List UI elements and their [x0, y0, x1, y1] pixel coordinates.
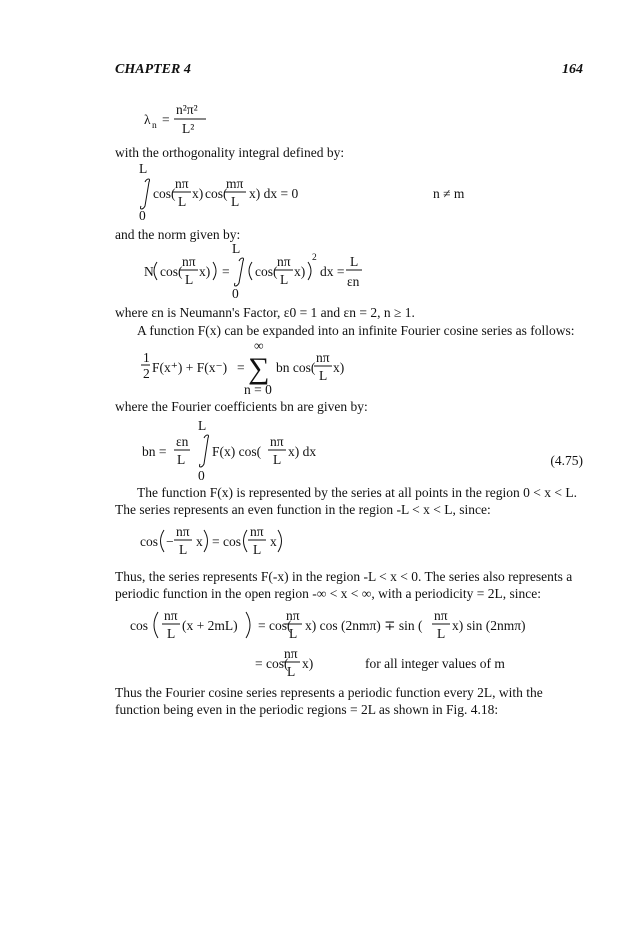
- svg-text:nπ: nπ: [277, 254, 291, 269]
- svg-text:cos(: cos(: [205, 186, 228, 201]
- svg-text:x): x): [333, 360, 345, 375]
- svg-text:εn: εn: [347, 274, 360, 289]
- svg-text:L: L: [289, 626, 298, 641]
- svg-text:nπ: nπ: [250, 524, 264, 539]
- svg-text:cos: cos: [130, 618, 148, 633]
- svg-text:mπ: mπ: [226, 176, 244, 191]
- svg-text:L: L: [185, 272, 194, 287]
- svg-text:0: 0: [232, 286, 239, 300]
- svg-text:nπ: nπ: [182, 254, 196, 269]
- paragraph-neumann: where εn is Neumann's Factor, ε0 = 1 and εn = 2, n ≥ 1.: [115, 305, 415, 320]
- svg-text:−: −: [166, 534, 174, 549]
- svg-text:λ: λ: [144, 112, 151, 127]
- svg-text:nπ: nπ: [286, 608, 300, 623]
- chapter-heading: CHAPTER 4: [115, 62, 191, 77]
- svg-text:x): x): [199, 264, 211, 279]
- orthogonality-integral: [133, 160, 513, 222]
- svg-text:= cos: = cos: [212, 534, 241, 549]
- svg-text:bn =: bn =: [142, 444, 167, 459]
- svg-text:x) sin (2nmπ): x) sin (2nmπ): [452, 618, 526, 633]
- svg-text:∑: ∑: [248, 352, 270, 385]
- svg-text:L: L: [280, 272, 289, 287]
- svg-text:=: =: [222, 264, 230, 279]
- cosine-series: [140, 338, 360, 396]
- svg-text:nπ: nπ: [316, 350, 330, 365]
- svg-text:L: L: [167, 626, 176, 641]
- svg-text:=: =: [237, 360, 245, 375]
- svg-text:cos(: cos(: [160, 264, 183, 279]
- coefficient-equation: [140, 416, 340, 482]
- svg-text:L: L: [139, 161, 148, 176]
- svg-text:nπ: nπ: [434, 608, 448, 623]
- svg-text:x) cos (2nmπ) ∓ sin (: x) cos (2nmπ) ∓ sin (: [305, 618, 423, 633]
- paragraph-coefficients: where the Fourier coefficients bn are given by:: [115, 399, 368, 414]
- svg-text:cos(: cos(: [153, 186, 176, 201]
- svg-text:L: L: [179, 542, 188, 557]
- svg-text:nπ: nπ: [164, 608, 178, 623]
- svg-text:F(x) cos(: F(x) cos(: [212, 444, 262, 459]
- svg-text:L²: L²: [182, 121, 195, 136]
- svg-text:cos(: cos(: [255, 264, 278, 279]
- svg-text:L: L: [177, 452, 186, 467]
- svg-text:L: L: [253, 542, 262, 557]
- svg-text:L: L: [232, 242, 241, 256]
- svg-text:n ≠ m: n ≠ m: [433, 186, 465, 201]
- svg-text:L: L: [437, 626, 446, 641]
- even-function-equation: [140, 518, 300, 564]
- svg-text:0: 0: [139, 208, 146, 222]
- paragraph-even-function: The function F(x) is represented by the series at all points in the region 0 < x < L. The series represents an even function in the region -L < x < L, since:: [115, 485, 577, 517]
- svg-text:1: 1: [143, 350, 150, 365]
- svg-text:∞: ∞: [254, 338, 264, 353]
- svg-text:n = 0: n = 0: [244, 382, 272, 396]
- svg-text:L: L: [273, 452, 282, 467]
- svg-text:L: L: [287, 664, 296, 679]
- svg-text:L: L: [350, 254, 359, 269]
- norm-equation: [140, 242, 400, 300]
- svg-text:L: L: [198, 418, 207, 433]
- paragraph-orthogonality: with the orthogonality integral defined by:: [115, 145, 345, 160]
- svg-text:n: n: [152, 121, 157, 131]
- svg-text:x): x): [302, 656, 314, 671]
- svg-text:nπ: nπ: [175, 176, 189, 191]
- svg-text:for all integer values of m: for all integer values of m: [365, 656, 505, 671]
- svg-text:x) dx = 0: x) dx = 0: [249, 186, 299, 201]
- svg-text:x) dx: x) dx: [288, 444, 317, 459]
- svg-text:bn cos(: bn cos(: [276, 360, 316, 375]
- svg-text:(x + 2mL): (x + 2mL): [182, 618, 238, 633]
- svg-text:εn: εn: [176, 434, 189, 449]
- page-number: 164: [562, 62, 583, 77]
- svg-text:2: 2: [312, 253, 317, 263]
- svg-text:x): x): [294, 264, 306, 279]
- svg-text:x: x: [196, 534, 203, 549]
- svg-text:n²π²: n²π²: [176, 102, 198, 117]
- svg-text:N: N: [144, 264, 154, 279]
- svg-text:F(x⁺) + F(x⁻): F(x⁺) + F(x⁻): [152, 360, 228, 375]
- svg-text:2: 2: [143, 366, 150, 381]
- svg-text:x): x): [192, 186, 204, 201]
- svg-text:L: L: [231, 194, 240, 209]
- equation-number: (4.75): [550, 453, 583, 468]
- svg-text:x: x: [270, 534, 277, 549]
- svg-text:nπ: nπ: [284, 646, 298, 661]
- svg-text:nπ: nπ: [176, 524, 190, 539]
- paragraph-expansion: A function F(x) can be expanded into an infinite Fourier cosine series as follows:: [137, 323, 575, 338]
- periodicity-result: [255, 642, 555, 682]
- paragraph-norm: and the norm given by:: [115, 227, 241, 242]
- svg-text:cos: cos: [140, 534, 158, 549]
- svg-text:L: L: [319, 368, 328, 383]
- svg-text:0: 0: [198, 468, 205, 482]
- svg-text:dx =: dx =: [320, 264, 345, 279]
- svg-text:= cos(: = cos(: [258, 618, 292, 633]
- paragraph-conclusion: Thus the Fourier cosine series represents a periodic function every 2L, with the function being even in the periodic regions = 2L as shown in Fig. 4.18:: [115, 685, 543, 717]
- svg-text:= cos(: = cos(: [255, 656, 289, 671]
- svg-text:L: L: [178, 194, 187, 209]
- svg-text:=: =: [162, 112, 170, 127]
- paragraph-periodic: Thus, the series represents F(-x) in the region -L < x < 0. The series also represents a periodic function in the open region -∞ < x < ∞, with a periodicity = 2L, since:: [115, 569, 573, 601]
- eigenvalue-equation: [140, 98, 260, 138]
- svg-text:nπ: nπ: [270, 434, 284, 449]
